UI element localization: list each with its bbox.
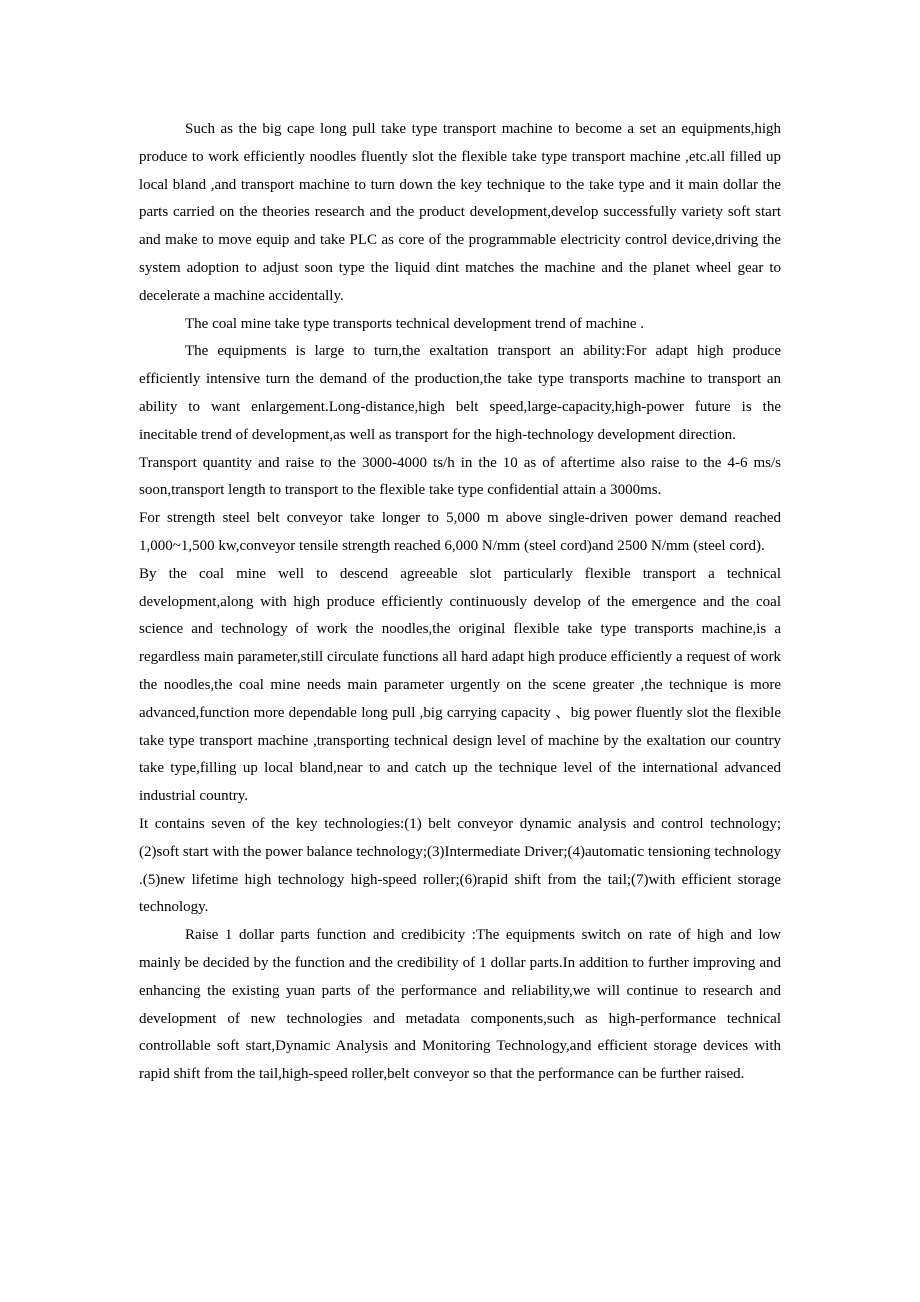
paragraph-2: The coal mine take type transports technical development trend of machine .: [185, 315, 644, 332]
paragraph-5: For strength steel belt conveyor take longer to 5,000 m above single-driven power demand reached 1,000~1,500 kw,conveyor tensile strength reached 6,000 N/mm (steel cord)and 2500 N/mm (steel cord).: [139, 510, 781, 554]
paragraph-8: Raise 1 dollar parts function and credibicity :The equipments switch on rate of high and low mainly be decided by the function and the credibility of 1 dollar parts.In addition to further improving and enhancing the existing yuan parts of the performance and reliability,we will continue to research and development of new technologies and metadata components,such as high-performance technical controllable soft start,Dynamic Analysis and Monitoring Technology,and efficient storage devices with rapid shift from the tail,high-speed roller,belt conveyor so that the performance can be further raised.: [139, 927, 781, 1083]
paragraph-7: It contains seven of the key technologies:(1) belt conveyor dynamic analysis and control technology;(2)soft start with the power balance technology;(3)Intermediate Driver;(4)automatic tensioning technology .(5)new lifetime high technology high-speed roller;(6)rapid shift from the tail;(7)with efficient storage technology.: [139, 815, 781, 916]
paragraph-3: The equipments is large to turn,the exaltation transport an ability:For adapt high produce efficiently intensive turn the demand of the production,the take type transports machine to transport an ability to want enlargement.Long-distance,high belt speed,large-capacity,high-power future is the inecitable trend of development,as well as transport for the high-technology development direction.: [139, 343, 781, 443]
paragraph-6: By the coal mine well to descend agreeable slot particularly flexible transport a technical development,along with high produce efficiently continuously develop of the emergence and the coal science and technology of work the noodles,the original flexible take type transports machine,is a regardless main parameter,still circulate functions all hard adapt high produce efficiently a request of work the noodles,the coal mine needs main parameter urgently on the scene greater ,the technique is more advanced,function more dependable long pull ,big carrying capacity 、big power fluently slot the flexible take type transport machine ,transporting technical design level of machine by the exaltation our country take type,filling up local bland,near to and catch up the technique level of the international advanced industrial country.: [139, 565, 781, 805]
document-body: [139, 116, 781, 1089]
paragraph-1: Such as the big cape long pull take type transport machine to become a set an equipments,high produce to work efficiently noodles fluently slot the flexible take type transport machine ,etc.all filled up local bland ,and transport machine to turn down the key technique to the take type and it main dollar the parts carried on the theories research and the product development,develop successfully variety soft start and make to move equip and take PLC as core of the programmable electricity control device,driving the system adoption to adjust soon type the liquid dint matches the machine and the planet wheel gear to decelerate a machine accidentally.: [139, 121, 781, 304]
paragraph-4: Transport quantity and raise to the 3000-4000 ts/h in the 10 as of aftertime also raise to the 4-6 ms/s soon,transport length to transport to the flexible take type confidential attain a 3000ms.: [139, 454, 781, 499]
